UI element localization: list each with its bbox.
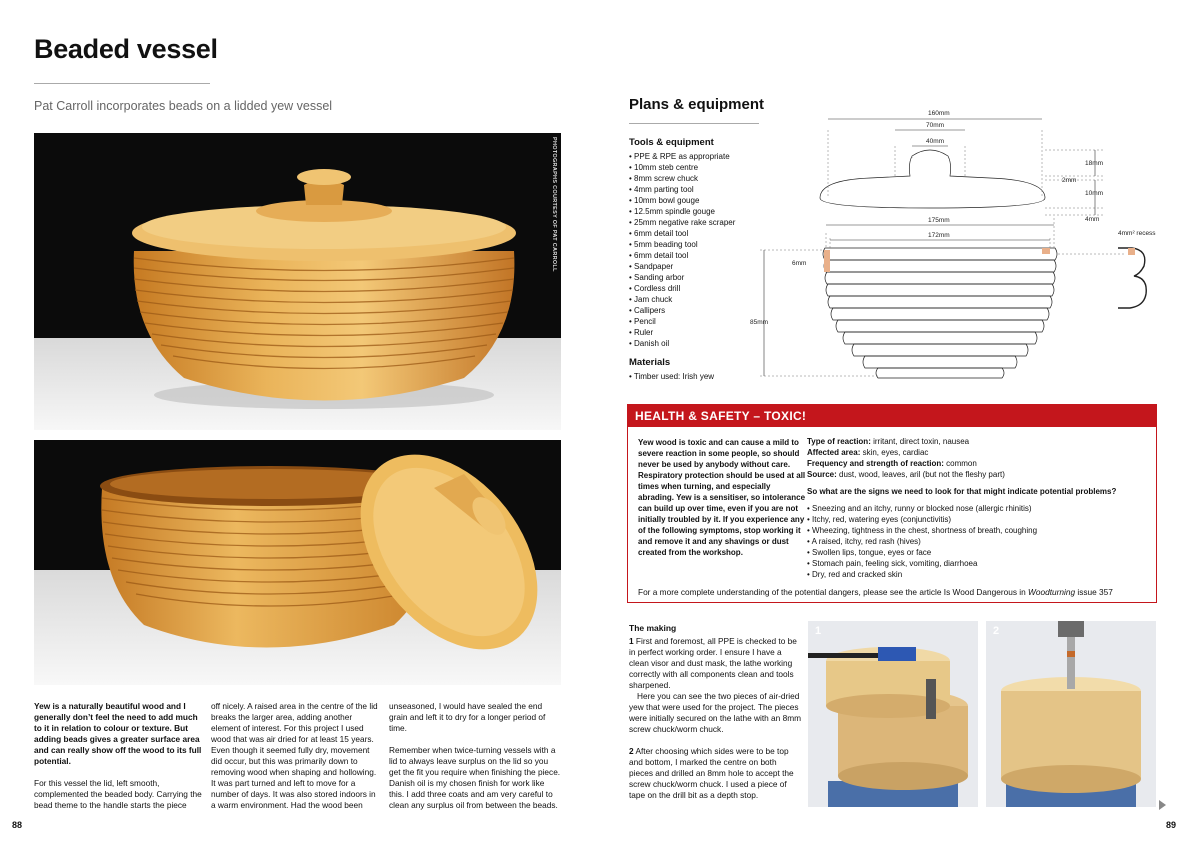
- tool-item: • 10mm bowl gouge: [629, 195, 735, 206]
- source-label: Source:: [807, 470, 837, 479]
- vessel-open-photo: [34, 440, 561, 685]
- dim-6mm: 6mm: [792, 260, 807, 267]
- vessel-open-illustration: [34, 440, 561, 685]
- sign-item: • Dry, red and cracked skin: [807, 569, 1152, 580]
- material-item: • Timber used: Irish yew: [629, 371, 714, 382]
- step-text: Here you can see the two pieces of air-dried yew that were used for the project. The pieces were initially secured on the lathe with an 8mm screw chuck/worm chuck.: [629, 691, 802, 734]
- step-2-illustration: [986, 621, 1156, 807]
- dim-172mm: 172mm: [928, 232, 950, 239]
- plans-title: Plans & equipment: [629, 96, 765, 113]
- footer-magazine: Woodturning: [1028, 587, 1076, 597]
- title-divider: [34, 83, 210, 84]
- tool-item: • 6mm detail tool: [629, 228, 735, 239]
- tools-heading: Tools & equipment: [629, 137, 714, 148]
- sign-item: • Sneezing and an itchy, runny or blocked nose (allergic rhinitis): [807, 503, 1152, 514]
- frequency-label: Frequency and strength of reaction:: [807, 459, 944, 468]
- dim-85mm: 85mm: [750, 319, 769, 326]
- tool-item: • Sandpaper: [629, 261, 735, 272]
- tools-list: [629, 151, 735, 349]
- step-text: First and foremost, all PPE is checked to be in perfect working order. I ensure I have a clean visor and dust mask, the lathe working correctly with all components clean and tools sharpened.: [629, 636, 797, 690]
- frequency-value: common: [943, 459, 977, 468]
- step-number: 2: [629, 746, 634, 756]
- tool-item: • Pencil: [629, 316, 735, 327]
- health-safety-details: [807, 436, 1152, 580]
- health-safety-heading: HEALTH & SAFETY – TOXIC!: [628, 405, 1156, 427]
- photo-credit: PHOTOGRAPHS COURTESY OF PAT CARROLL: [551, 137, 557, 272]
- tool-item: • Cordless drill: [629, 283, 735, 294]
- sign-item: • A raised, itchy, red rash (hives): [807, 536, 1152, 547]
- area-label: Affected area:: [807, 448, 861, 457]
- next-page-arrow-icon[interactable]: [1159, 800, 1166, 810]
- tool-item: • 4mm parting tool: [629, 184, 735, 195]
- tool-item: • Jam chuck: [629, 294, 735, 305]
- reaction-label: Type of reaction:: [807, 437, 871, 446]
- step-number: 1: [629, 636, 634, 646]
- sign-item: • Stomach pain, feeling sick, vomiting, diarrhoea: [807, 558, 1152, 569]
- dim-10mm: 10mm: [1085, 190, 1104, 197]
- step-1-illustration: [808, 621, 978, 807]
- dim-4mm: 4mm: [1085, 216, 1100, 223]
- tool-item: • Callipers: [629, 305, 735, 316]
- page-number-left: 88: [12, 820, 23, 830]
- tool-item: • PPE & RPE as appropriate: [629, 151, 735, 162]
- vessel-closed-illustration: [34, 133, 561, 430]
- step-text: After choosing which sides were to be top and bottom, I marked the centre on both pieces and drilled an 8mm hole to accept the screw chuck/worm chuck. I used a piece of tape on the drill bit as a depth stop.: [629, 746, 794, 800]
- page-number-right: 89: [1166, 820, 1177, 830]
- materials-heading: Materials: [629, 357, 671, 368]
- sign-item: • Itchy, red, watering eyes (conjunctivitis): [807, 514, 1152, 525]
- tool-item: • 25mm negative rake scraper: [629, 217, 735, 228]
- reaction-value: irritant, direct toxin, nausea: [870, 437, 970, 446]
- area-value: skin, eyes, cardiac: [860, 448, 929, 457]
- step-1-photo: [808, 621, 978, 807]
- step-2-photo: [986, 621, 1156, 807]
- signs-question: So what are the signs we need to look for that might indicate potential problems?: [807, 487, 1117, 496]
- body-paragraph: For this vessel the lid, left smooth, complemented the beaded body. Carrying the bead theme to the handle starts the piece: [34, 778, 202, 810]
- dim-2mm: 2mm: [1062, 177, 1077, 184]
- health-safety-footer: [638, 587, 1113, 597]
- step-2-photo-label: 2: [993, 625, 1000, 637]
- tool-item: • Danish oil: [629, 338, 735, 349]
- tool-item: • 8mm screw chuck: [629, 173, 735, 184]
- dim-18mm: 18mm: [1085, 160, 1104, 167]
- making-section: [629, 623, 801, 812]
- body-column-2: [211, 701, 379, 822]
- article-title: Beaded vessel: [34, 34, 218, 64]
- sign-item: • Swollen lips, tongue, eyes or face: [807, 547, 1152, 558]
- signs-list: [807, 503, 1152, 580]
- body-paragraph: unseasoned, I would have sealed the end grain and left it to dry for a longer period of time.: [389, 701, 546, 733]
- making-heading: The making: [629, 623, 677, 633]
- health-safety-box: [627, 404, 1157, 603]
- step-1-photo-label: 1: [815, 625, 822, 637]
- dim-70mm: 70mm: [926, 122, 945, 129]
- body-column-1: [34, 701, 204, 822]
- dim-160mm: 160mm: [928, 110, 950, 117]
- materials-list: [629, 371, 714, 382]
- tool-item: • Ruler: [629, 327, 735, 338]
- tool-item: • 10mm steb centre: [629, 162, 735, 173]
- article-subtitle: Pat Carroll incorporates beads on a lidded yew vessel: [34, 99, 333, 113]
- footer-issue: issue 357: [1075, 587, 1113, 597]
- dim-40mm: 40mm: [926, 138, 945, 145]
- sign-item: • Wheezing, tightness in the chest, shortness of breath, coughing: [807, 525, 1152, 536]
- health-safety-intro: Yew wood is toxic and can cause a mild to severe reaction in some people, so should never be used by anybody without care. Respiratory protection should be used at all times when turning, and especially abrading. Yew is a sensitiser, so intolerance can build up over time, even if you are not initially troubled by it. If you experience any of the following symptoms, stop working it and remove it and any shavings or dust created from the workshop.: [638, 438, 806, 557]
- footer-text: For a more complete understanding of the potential dangers, please see the article Is Wood Dangerous in: [638, 587, 1029, 597]
- source-value: dust, wood, leaves, aril (but not the fleshy part): [836, 470, 1005, 479]
- body-paragraph: off nicely. A raised area in the centre of the lid breaks the larger area, adding another element of interest. For this project I used wood that was air dried for at least 15 years. Even though it seemed fully dry, movement did occur, but this was primarily down to removing wood when shaping and hollowing. It was part turned and left to move for a number of days. It was also stored indoors in a warm environment. Had the wood been: [211, 701, 378, 810]
- body-paragraph: Remember when twice-turning vessels with a lid to always leave surplus on the lid so you get the fit you require when finishing the piece. Danish oil is my chosen finish for work like this. I add three coats and am very careful to clean any surplus oil from between the beads.: [389, 745, 561, 810]
- lead-paragraph: Yew is a naturally beautiful wood and I generally don’t feel the need to add much to it in relation to colour or texture. But adding beads gives a greater surface area and can really show off the wood to its full potential.: [34, 701, 202, 766]
- dim-175mm: 175mm: [928, 217, 950, 224]
- tool-item: • Sanding arbor: [629, 272, 735, 283]
- vessel-closed-photo: [34, 133, 561, 430]
- dim-recess: 4mm² recess: [1118, 230, 1156, 237]
- vessel-plan-drawing: [740, 108, 1170, 393]
- tool-item: • 5mm beading tool: [629, 239, 735, 250]
- tool-item: • 6mm detail tool: [629, 250, 735, 261]
- tool-item: • 12.5mm spindle gouge: [629, 206, 735, 217]
- body-column-3: [389, 701, 561, 822]
